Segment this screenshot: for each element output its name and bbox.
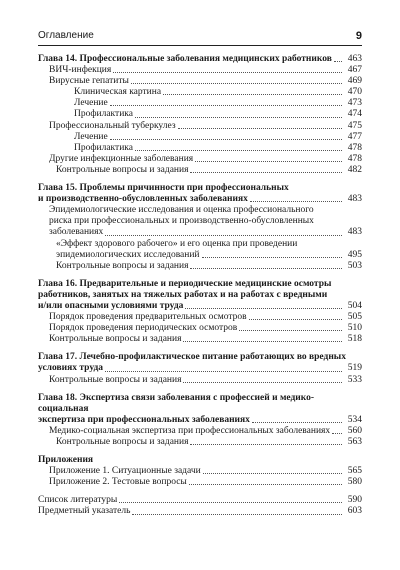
- dot-leader: [178, 128, 342, 129]
- toc-page: 560: [347, 425, 362, 436]
- toc-chapter-16-line[interactable]: [38, 290, 362, 301]
- dot-leader: [105, 235, 342, 236]
- toc-chapter-title: Глава 15. Проблемы причинности при профессиональных: [38, 183, 289, 194]
- dot-leader: [249, 319, 342, 320]
- dot-leader: [189, 484, 342, 485]
- header-rule: [38, 45, 362, 46]
- toc-entry-title: Лечение: [74, 98, 108, 109]
- toc-entry-line[interactable]: [38, 239, 362, 250]
- toc-entry[interactable]: [38, 323, 362, 334]
- toc-chapter-title: Глава 14. Профессиональные заболевания медицинских работников: [38, 54, 332, 64]
- toc-page: 483: [347, 194, 362, 205]
- dot-leader: [190, 444, 342, 445]
- toc-page: 565: [347, 466, 362, 477]
- toc-entry-title: Приложение 2. Тестовые вопросы: [49, 477, 187, 488]
- toc-page: 473: [347, 98, 362, 109]
- toc-chapter-title: и производственно-обусловленных заболеваниях: [38, 194, 248, 205]
- toc-page: 503: [347, 260, 362, 271]
- toc-entry[interactable]: [38, 426, 362, 437]
- toc-chapter-16[interactable]: [38, 301, 362, 312]
- toc-entry[interactable]: [38, 261, 362, 272]
- toc-entry-title: заболеваниях: [49, 227, 104, 238]
- toc-entry[interactable]: [38, 165, 362, 176]
- dot-leader: [183, 382, 342, 383]
- toc-page: 563: [347, 437, 362, 447]
- dot-leader: [119, 502, 342, 503]
- toc-chapter-title: работников, занятых на тяжелых работах и на работах с вредными: [38, 289, 328, 300]
- toc-entry-title: Профилактика: [74, 109, 133, 120]
- toc-entry[interactable]: [38, 87, 362, 98]
- toc-chapter-15[interactable]: [38, 194, 362, 205]
- toc-chapter-14[interactable]: [38, 54, 362, 65]
- toc-chapter-title: Глава 17. Лечебно-профилактическое питание работающих во вредных: [38, 352, 346, 363]
- toc-page: 469: [347, 76, 362, 87]
- dot-leader: [163, 94, 342, 95]
- toc-entry-title: Список литературы: [38, 495, 118, 506]
- toc-entry[interactable]: [38, 154, 362, 165]
- toc-page: 534: [347, 414, 362, 425]
- dot-leader: [334, 61, 342, 62]
- toc-page: 477: [347, 131, 362, 142]
- dot-leader: [332, 433, 342, 434]
- dot-leader: [131, 83, 342, 84]
- toc-page: 505: [347, 312, 362, 323]
- dot-leader: [110, 139, 342, 140]
- toc-chapter-15-line[interactable]: [38, 183, 362, 194]
- toc-entry-title: «Эффект здорового рабочего» и его оценка при проведении: [56, 238, 298, 249]
- toc-entry[interactable]: [38, 121, 362, 132]
- toc-page: 519: [347, 363, 362, 374]
- toc-entry[interactable]: [38, 65, 362, 76]
- toc-appendices-heading[interactable]: [38, 455, 362, 466]
- toc-page: 504: [347, 300, 362, 311]
- dot-leader: [239, 330, 342, 331]
- toc-subject-index[interactable]: [38, 506, 362, 517]
- toc-page: 533: [347, 374, 362, 385]
- dot-leader: [252, 422, 342, 423]
- dot-leader: [183, 341, 342, 342]
- toc-entry[interactable]: [38, 437, 362, 448]
- dot-leader: [190, 172, 342, 173]
- toc-references[interactable]: [38, 495, 362, 506]
- toc-entry-title: Лечение: [74, 131, 108, 142]
- dot-leader: [190, 268, 342, 269]
- toc-entry-title: Профилактика: [74, 142, 133, 153]
- toc-page: 482: [347, 164, 362, 175]
- dot-leader: [203, 473, 342, 474]
- dot-leader: [110, 105, 342, 106]
- toc-entry-title: Контрольные вопросы и задания: [49, 374, 182, 385]
- toc-entry-line[interactable]: [38, 216, 362, 227]
- toc-entry[interactable]: [38, 132, 362, 143]
- dot-leader: [135, 150, 342, 151]
- toc-page: 518: [347, 334, 362, 345]
- dot-leader: [105, 371, 342, 372]
- toc-entry[interactable]: [38, 98, 362, 109]
- dot-leader: [185, 308, 342, 309]
- toc-page: 603: [347, 506, 362, 517]
- toc-entry-title: ВИЧ-инфекция: [49, 65, 112, 76]
- toc-page: 580: [347, 477, 362, 488]
- toc-entry[interactable]: [38, 227, 362, 238]
- toc-entry[interactable]: [38, 109, 362, 120]
- toc-page: 478: [347, 153, 362, 164]
- toc-chapter-title: экспертиза при профессиональных заболеваниях: [38, 414, 250, 425]
- toc-chapter-17-line[interactable]: [38, 352, 362, 363]
- toc-entry-title: Контрольные вопросы и задания: [56, 164, 189, 175]
- toc-entry-title: Профессиональный туберкулез: [49, 120, 176, 131]
- toc-entry[interactable]: [38, 312, 362, 323]
- dot-leader: [132, 514, 342, 515]
- toc-entry-title: Порядок проведения предварительных осмотров: [49, 312, 247, 323]
- toc-page: 590: [347, 495, 362, 506]
- toc-entry-title: Порядок проведения периодических осмотров: [49, 323, 238, 334]
- toc-page: 478: [347, 142, 362, 153]
- toc-entry-title: Контрольные вопросы и задания: [56, 260, 189, 271]
- toc-chapter-17[interactable]: [38, 363, 362, 374]
- toc-entry-title: Вирусные гепатиты: [49, 76, 129, 87]
- toc-entry[interactable]: [38, 76, 362, 87]
- toc-entry-title: риска при профессиональных и производственно-обусловленных: [49, 216, 314, 227]
- dot-leader: [195, 161, 342, 162]
- toc-page: 483: [347, 227, 362, 238]
- page-number: 9: [355, 30, 362, 42]
- toc-entry[interactable]: [38, 375, 362, 386]
- toc-entry[interactable]: [38, 466, 362, 477]
- dot-leader: [202, 257, 342, 258]
- toc-entry-title: эпидемиологических исследований: [56, 249, 200, 260]
- toc-entry-line[interactable]: [38, 205, 362, 216]
- dot-leader: [113, 72, 342, 73]
- toc-entry-title: Предметный указатель: [38, 506, 131, 517]
- dot-leader: [250, 201, 342, 202]
- toc-chapter-18[interactable]: [38, 415, 362, 426]
- table-of-contents: [38, 54, 362, 518]
- toc-chapter-16-line[interactable]: [38, 279, 362, 290]
- toc-entry-title: Клиническая картина: [74, 87, 162, 98]
- toc-page: 467: [347, 65, 362, 76]
- toc-entry-title: Контрольные вопросы и задания: [49, 334, 182, 345]
- toc-page: 470: [347, 87, 362, 98]
- toc-chapter-title: Глава 16. Предварительные и периодические медицинские осмотры: [38, 278, 332, 289]
- toc-entry[interactable]: [38, 334, 362, 345]
- toc-page: 474: [347, 109, 362, 120]
- toc-chapter-title: Глава 18. Экспертиза связи заболевания с профессией и медико-социальная: [38, 392, 315, 414]
- toc-entry[interactable]: [38, 477, 362, 488]
- toc-page: 510: [347, 323, 362, 334]
- toc-entry[interactable]: [38, 143, 362, 154]
- toc-page: 475: [347, 120, 362, 131]
- dot-leader: [135, 117, 342, 118]
- toc-chapter-title: условиях труда: [38, 363, 104, 374]
- toc-entry-title: Медико-социальная экспертиза при профессиональных заболеваниях: [49, 425, 331, 436]
- toc-entry[interactable]: [38, 250, 362, 261]
- toc-chapter-title: и/или опасными условиями труда: [38, 300, 184, 311]
- toc-entry-title: Контрольные вопросы и задания: [56, 437, 189, 447]
- toc-page: 495: [347, 249, 362, 260]
- toc-entry-title: Приложение 1. Ситуационные задачи: [49, 466, 201, 477]
- toc-page: 463: [347, 54, 362, 64]
- toc-chapter-18-line[interactable]: [38, 393, 362, 415]
- toc-chapter-title: Приложения: [38, 455, 94, 466]
- toc-entry-title: Другие инфекционные заболевания: [49, 153, 194, 164]
- running-header: [38, 30, 362, 44]
- toc-entry-title: Эпидемиологические исследования и оценка профессионального: [49, 205, 314, 216]
- section-title: Оглавление: [38, 30, 94, 41]
